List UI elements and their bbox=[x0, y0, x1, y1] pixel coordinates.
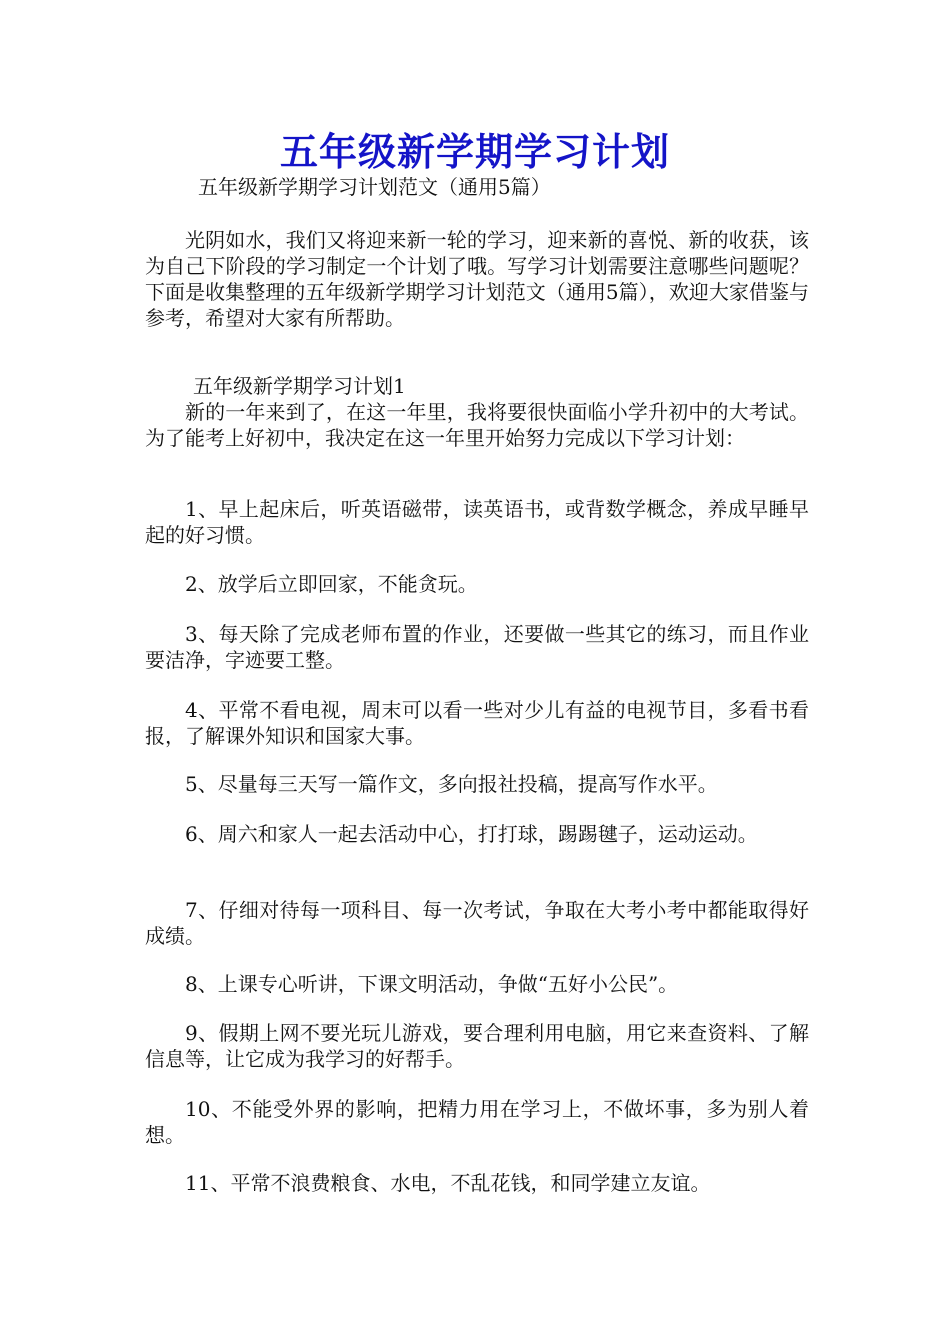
plan-item: 4、平常不看电视，周末可以看一些对少儿有益的电视节目，多看书看报，了解课外知识和国家大事。 bbox=[145, 698, 809, 748]
plan-item: 9、假期上网不要光玩儿游戏，要合理利用电脑，用它来查资料、了解信息等，让它成为我学习的好帮手。 bbox=[145, 1021, 809, 1071]
plan-item: 3、每天除了完成老师布置的作业，还要做一些其它的练习，而且作业要洁净，字迹要工整。 bbox=[145, 622, 809, 672]
section-heading: 五年级新学期学习计划1 bbox=[193, 374, 406, 398]
plan-item: 10、不能受外界的影响，把精力用在学习上，不做坏事，多为别人着想。 bbox=[145, 1097, 809, 1147]
section-intro-paragraph: 新的一年来到了，在这一年里，我将要很快面临小学升初中的大考试。为了能考上好初中，我决定在这一年里开始努力完成以下学习计划： bbox=[145, 400, 809, 450]
plan-item: 7、仔细对待每一项科目、每一次考试，争取在大考小考中都能取得好成绩。 bbox=[145, 898, 809, 948]
plan-item: 11、平常不浪费粮食、水电，不乱花钱，和同学建立友谊。 bbox=[185, 1171, 711, 1195]
plan-item: 6、周六和家人一起去活动中心，打打球，踢踢毽子，运动运动。 bbox=[185, 822, 758, 846]
plan-item: 2、放学后立即回家，不能贪玩。 bbox=[185, 572, 478, 596]
plan-item: 5、尽量每三天写一篇作文，多向报社投稿，提高写作水平。 bbox=[185, 772, 718, 796]
document-title: 五年级新学期学习计划 bbox=[279, 129, 670, 174]
plan-item: 1、早上起床后，听英语磁带，读英语书，或背数学概念，养成早睡早起的好习惯。 bbox=[145, 497, 809, 547]
intro-paragraph: 光阴如水，我们又将迎来新一轮的学习，迎来新的喜悦、新的收获，该为自己下阶段的学习制定一个计划了哦。写学习计划需要注意哪些问题呢？下面是收集整理的五年级新学期学习计划范文（通用5篇），欢迎大家借鉴与参考，希望对大家有所帮助。 bbox=[145, 228, 809, 330]
document-subtitle: 五年级新学期学习计划范文（通用5篇） bbox=[198, 175, 551, 199]
plan-item: 8、上课专心听讲，下课文明活动，争做“五好小公民”。 bbox=[185, 972, 679, 996]
